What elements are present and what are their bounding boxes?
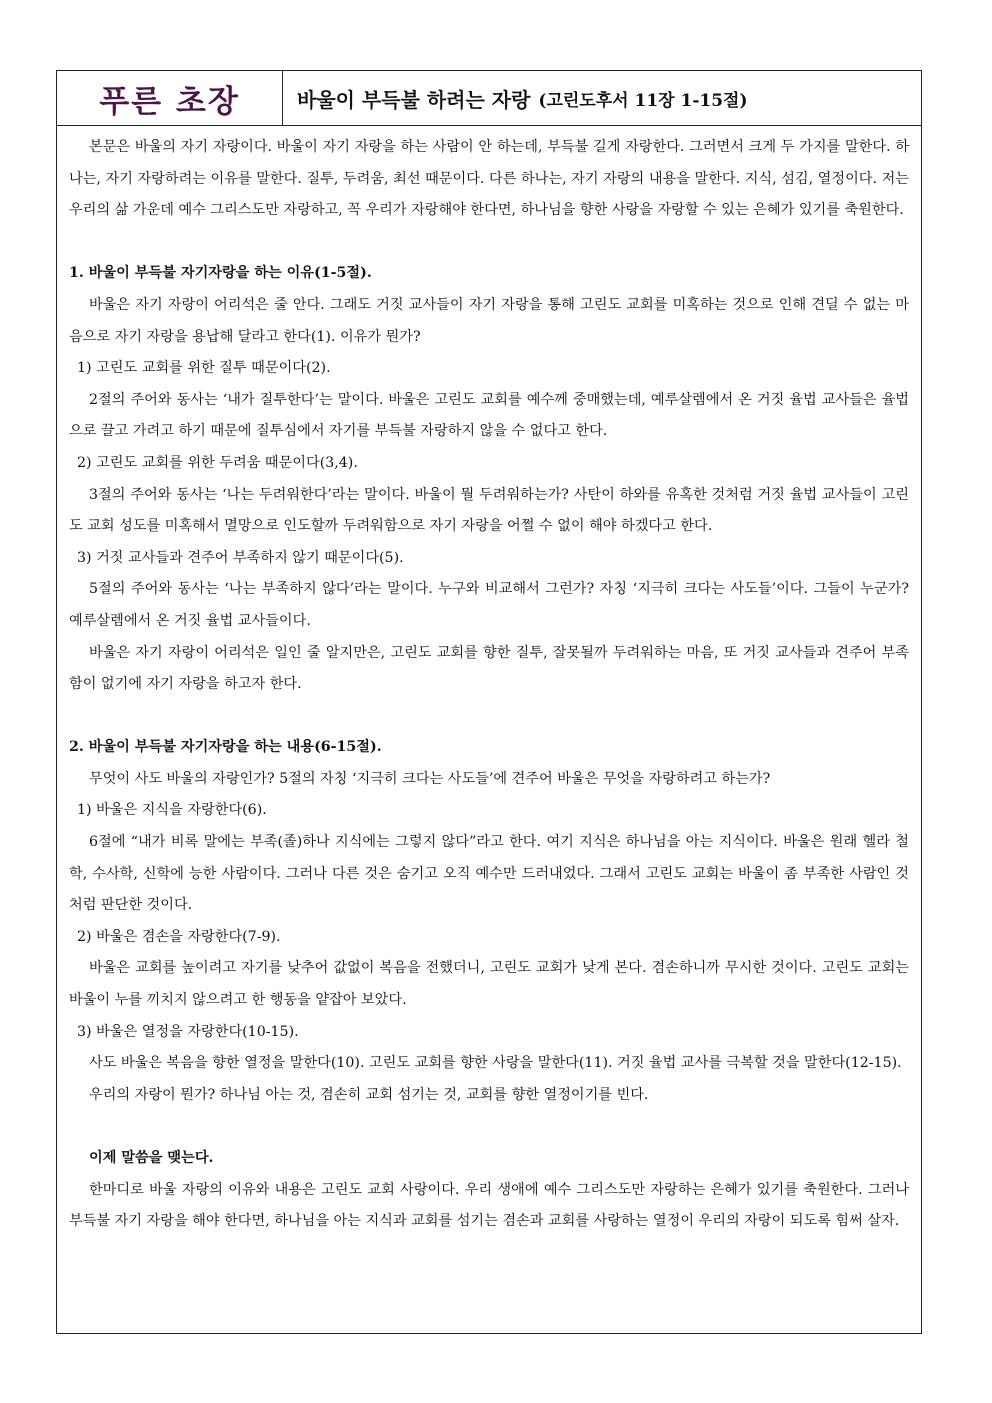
section-2-heading: 2. 바울이 부득불 자기자랑을 하는 내용(6-15절). — [69, 739, 382, 756]
section-2-point-3-text: 사도 바울은 복음을 향한 열정을 말한다(10). 고린도 교회를 향한 사랑을 말한다(11). 거짓 율법 교사를 극복할 것을 말한다(12-15). — [89, 1055, 902, 1072]
brand-box — [57, 71, 283, 125]
closing-paragraph: 한마디로 바울 자랑의 이유와 내용은 고린도 교회 사랑이다. 우리 생애에 예수 그리스도만 자랑하는 은혜가 있기를 축원한다. 그러나 부득불 자기 자랑을 해야 한다면, 하나님을 아는 지식과 교회를 섬기는 겸손과 교회를 사랑하는 열정이 우리의 자랑이 되도록 힘써 살자. — [69, 1181, 909, 1230]
section-2-point-3: 3) 바울은 열정을 자랑한다(10-15). — [77, 1023, 299, 1040]
section-2-point-2-text: 바울은 교회를 높이려고 자기를 낮추어 값없이 복음을 전했더니, 고린도 교회가 낮게 본다. 겸손하니까 무시한 것이다. 고린도 교회는 바울이 누를 끼치지 않으려고 한 행동을 얕잡아 보았다. — [69, 960, 909, 1009]
headline — [283, 71, 921, 125]
closing-heading: 이제 말씀을 맺는다. — [89, 1150, 214, 1166]
spacer — [69, 1111, 909, 1143]
scripture-reference: (고린도후서 11장 1-15절) — [538, 90, 748, 111]
section-2-point-1-text: 6절에 “내가 비록 말에는 부족(졸)하나 지식에는 그렇지 않다”라고 한다. 여기 지식은 하나님을 아는 지식이다. 바울은 원래 헬라 철학, 수사학, 신학에 능한 사람이다. 그러나 다른 것은 숨기고 오직 예수만 드러내었다. 그래서 고린도 교회는 바울이 좀 부족한 사람인 것처럼 판단한 것이다. — [69, 834, 909, 914]
section-1-paragraph: 바울은 자기 자랑이 어리석은 줄 안다. 그래도 거짓 교사들이 자기 자랑을 통해 고린도 교회를 미혹하는 것으로 인해 견딜 수 없는 마음으로 자기 자랑을 용납해 달라고 한다(1). 이유가 뭔가? — [69, 296, 909, 345]
section-1-point-2: 2) 고린도 교회를 위한 두려움 때문이다(3,4). — [77, 454, 358, 471]
spacer — [69, 227, 909, 259]
sermon-body — [57, 126, 921, 1238]
section-1-point-2-text: 3절의 주어와 동사는 ‘나는 두려워한다’라는 말이다. 바울이 뭘 두려워하는가? 사탄이 하와를 유혹한 것처럼 거짓 율법 교사들이 고린도 교회 성도를 미혹해서 멸망으로 인도할까 두려워함으로 자기 자랑을 어쩔 수 없이 해야 하겠다고 한다. — [69, 486, 909, 535]
section-1-point-1-text: 2절의 주어와 동사는 ‘내가 질투한다’는 말이다. 바울은 고린도 교회를 예수께 중매했는데, 예루살렘에서 온 거짓 율법 교사들은 율법으로 끌고 가려고 하기 때문에 질투심에서 자기를 부득불 자랑하지 않을 수 없다고 한다. — [69, 391, 909, 440]
sermon-title: 바울이 부득불 하려는 자랑 — [297, 87, 531, 112]
spacer — [69, 701, 909, 733]
section-2-summary: 우리의 자랑이 뭔가? 하나님 아는 것, 겸손히 교회 섬기는 것, 교회를 향한 열정이기를 빈다. — [89, 1086, 649, 1103]
intro-paragraph: 본문은 바울의 자기 자랑이다. 바울이 자기 자랑을 하는 사람이 안 하는데, 부득불 길게 자랑한다. 그러면서 크게 두 가지를 말한다. 하나는, 자기 자랑하려는 이유를 말한다. 질투, 두려움, 최선 때문이다. 다른 하나는, 자기 자랑의 내용을 말한다. 지식, 섬김, 열정이다. 저는 우리의 삶 가운데 예수 그리스도만 자랑하고, 꼭 우리가 자랑해야 한다면, 하나님을 향한 사랑을 자랑할 수 있는 은혜가 있기를 축원한다. — [69, 139, 909, 219]
header — [57, 71, 921, 126]
section-1-summary: 바울은 자기 자랑이 어리석은 일인 줄 알지만은, 고린도 교회를 향한 질투, 잘못될까 두려워하는 마음, 또 거짓 교사들과 견주어 부족함이 없기에 자기 자랑을 하고자 한다. — [69, 644, 909, 693]
section-1-point-3: 3) 거짓 교사들과 견주어 부족하지 않기 때문이다(5). — [77, 549, 404, 566]
section-1-point-1: 1) 고린도 교회를 위한 질투 때문이다(2). — [77, 360, 331, 377]
section-2-point-2: 2) 바울은 겸손을 자랑한다(7-9). — [77, 928, 281, 945]
section-2-point-1: 1) 바울은 지식을 자랑한다(6). — [77, 802, 267, 819]
document-frame — [56, 70, 922, 1334]
section-2-paragraph: 무엇이 사도 바울의 자랑인가? 5절의 자칭 ‘지극히 크다는 사도들’에 견주어 바울은 무엇을 자랑하려고 하는가? — [89, 770, 771, 787]
section-1-point-3-text: 5절의 주어와 동사는 ‘나는 부족하지 않다’라는 말이다. 누구와 비교해서 그런가? 자칭 ‘지극히 크다는 사도들’이다. 그들이 누군가? 예루살렘에서 온 거짓 율법 교사들이다. — [69, 581, 909, 629]
brand-title: 푸른 초장 — [99, 83, 240, 120]
section-1-heading: 1. 바울이 부득불 자기자랑을 하는 이유(1-5절). — [69, 265, 372, 282]
